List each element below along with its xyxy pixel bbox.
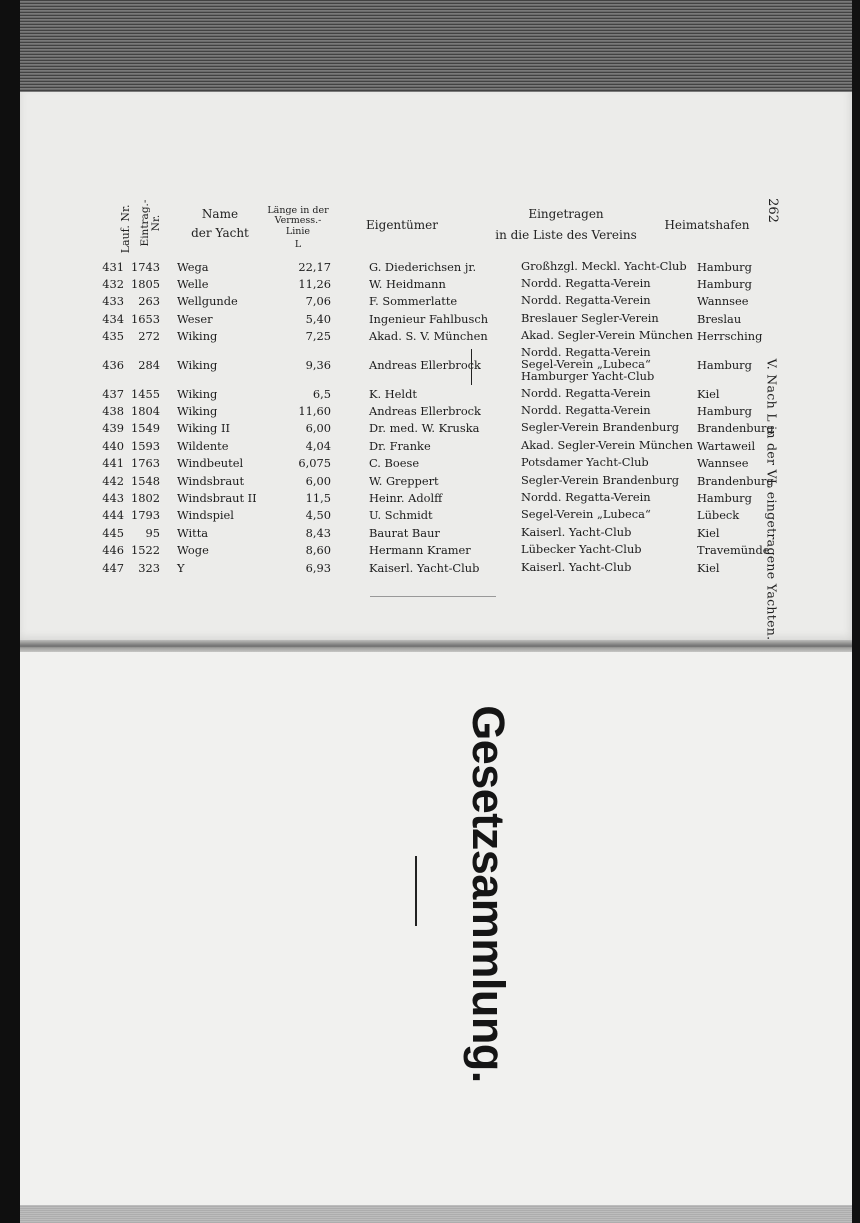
- cell-lauf-nr: 441: [102, 456, 124, 471]
- cell-yacht-name: Windsbraut II: [177, 490, 257, 505]
- cell-eigentuemer: Akad. S. V. München: [369, 329, 488, 344]
- cell-verein: [515, 541, 697, 558]
- cell-lauf-nr: 431: [102, 259, 124, 274]
- book-page-edges-bottom: [0, 1205, 860, 1223]
- table-row: [96, 402, 774, 419]
- verein-line: Nordd. Regatta-Verein: [521, 403, 651, 418]
- cell-eigentuemer: Dr. Franke: [369, 438, 431, 453]
- club-brace: [471, 349, 477, 385]
- cell-yacht-name: Weser: [177, 311, 213, 326]
- cell-laenge: 11,26: [298, 277, 331, 292]
- cell-yacht-name: Wellgunde: [177, 294, 238, 309]
- lower-page: [18, 652, 852, 1207]
- verein-line: Nordd. Regatta-Verein: [521, 345, 651, 359]
- verein-line: Segel-Verein „Lubeca“: [521, 356, 651, 371]
- cell-eigentuemer: K. Heldt: [369, 386, 417, 401]
- cell-lauf-nr: 439: [102, 421, 124, 436]
- cell-verein: [515, 402, 697, 419]
- cell-heimatshafen: Hamburg: [697, 357, 752, 372]
- verein-line: Segel-Verein „Lubeca“: [521, 507, 651, 522]
- verein-line: Lübecker Yacht-Club: [521, 542, 642, 557]
- cell-eigentuemer: G. Diederichsen jr.: [369, 259, 477, 274]
- title-rule: [415, 856, 417, 926]
- cell-verein: [515, 472, 697, 489]
- cell-laenge: 4,04: [305, 438, 331, 453]
- cell-heimatshafen: Kiel: [697, 525, 720, 540]
- cell-yacht-name: Wiking: [177, 329, 218, 344]
- cell-yacht-name: Windsbraut: [177, 473, 245, 488]
- cell-verein: [515, 524, 697, 541]
- cell-eintrag-nr: 1548: [131, 473, 160, 488]
- cell-laenge: 8,60: [305, 543, 331, 558]
- cell-lauf-nr: 446: [102, 543, 124, 558]
- cell-heimatshafen: Hamburg: [697, 277, 752, 292]
- cell-eigentuemer: C. Boese: [369, 456, 420, 471]
- verein-line: Potsdamer Yacht-Club: [521, 455, 649, 470]
- table-row: [96, 524, 774, 541]
- header-laenge-1: Länge in der: [267, 205, 329, 216]
- verein-line: Akad. Segler-Verein München: [521, 328, 693, 343]
- cell-verein: [515, 455, 697, 472]
- cell-heimatshafen: Breslau: [697, 311, 742, 326]
- header-name-1: Name: [201, 207, 239, 221]
- cell-heimatshafen: Wartaweil: [697, 438, 756, 453]
- verein-line: Nordd. Regatta-Verein: [521, 293, 651, 308]
- cell-verein: [515, 328, 697, 345]
- cell-laenge: 7,06: [305, 294, 331, 309]
- table-row: [96, 385, 774, 402]
- cell-eintrag-nr: 1455: [131, 386, 160, 401]
- cell-eintrag-nr: 323: [138, 560, 160, 575]
- cell-eigentuemer: U. Schmidt: [369, 508, 433, 523]
- cell-verein: [515, 420, 697, 437]
- cell-yacht-name: Wiking: [177, 386, 218, 401]
- cell-eintrag-nr: 1549: [131, 421, 160, 436]
- cell-eigentuemer: W. Greppert: [369, 473, 439, 488]
- cell-heimatshafen: Brandenburg: [697, 473, 774, 488]
- header-eingetragen-2: in die Liste des Vereins: [495, 228, 637, 242]
- cell-verein: [515, 437, 697, 454]
- cell-lauf-nr: 438: [102, 404, 124, 419]
- cell-laenge: 5,40: [305, 311, 331, 326]
- cell-eintrag-nr: 1593: [131, 438, 160, 453]
- cell-verein: [515, 559, 697, 576]
- header-eingetragen-1: Eingetragen: [528, 207, 604, 221]
- cell-lauf-nr: 435: [102, 329, 124, 344]
- verein-line: Kaiserl. Yacht-Club: [521, 524, 632, 539]
- cell-yacht-name: Wiking: [177, 357, 218, 372]
- table-row: [96, 455, 774, 472]
- cell-heimatshafen: Kiel: [697, 560, 720, 575]
- cell-yacht-name: Wiking: [177, 404, 218, 419]
- table-row: [96, 489, 774, 506]
- end-rule: [370, 596, 496, 597]
- cell-verein: [515, 293, 697, 310]
- cell-eintrag-nr: 1802: [131, 490, 160, 505]
- header-eintrag-nr: Eintrag.- Nr.: [138, 199, 162, 247]
- cell-yacht-name: Windspiel: [177, 508, 234, 523]
- running-head: V. Nach L in der VL eingetragene Yachten.: [764, 358, 780, 641]
- table-row: [96, 310, 774, 327]
- header-laenge-3: Linie: [285, 226, 311, 237]
- cell-eintrag-nr: 95: [145, 525, 160, 540]
- cell-laenge: 11,60: [298, 404, 331, 419]
- table-row: [96, 437, 774, 454]
- cell-verein: [515, 385, 697, 402]
- verein-line: Breslauer Segler-Verein: [521, 310, 659, 325]
- cell-yacht-name: Wega: [177, 259, 209, 274]
- cell-laenge: 8,43: [305, 525, 331, 540]
- cell-eintrag-nr: 1743: [131, 259, 160, 274]
- cell-heimatshafen: Hamburg: [697, 404, 752, 419]
- table-row: [96, 559, 774, 576]
- cell-eigentuemer: F. Sommerlatte: [369, 294, 458, 309]
- cell-verein: [515, 507, 697, 524]
- header-laenge-4: L: [294, 239, 302, 250]
- cell-yacht-name: Woge: [177, 543, 209, 558]
- verein-line: Großhzgl. Meckl. Yacht-Club: [521, 258, 687, 273]
- table-row: [96, 293, 774, 310]
- cell-heimatshafen: Wannsee: [697, 456, 749, 471]
- cell-yacht-name: Y: [177, 560, 185, 575]
- cell-heimatshafen: Herrsching: [697, 329, 763, 344]
- table-row: [96, 258, 774, 275]
- cell-lauf-nr: 432: [102, 277, 124, 292]
- scan-border-right: [852, 0, 860, 1223]
- cell-yacht-name: Wildente: [177, 438, 229, 453]
- verein-line: Nordd. Regatta-Verein: [521, 276, 651, 291]
- cell-laenge: 11,5: [305, 490, 331, 505]
- table-row: [96, 472, 774, 489]
- cell-eigentuemer: Baurat Baur: [369, 525, 440, 540]
- table-row: [96, 420, 774, 437]
- cell-eintrag-nr: 284: [138, 357, 160, 372]
- cell-lauf-nr: 433: [102, 294, 124, 309]
- table-row: [96, 345, 774, 385]
- header-lauf-nr: Lauf. Nr.: [119, 204, 133, 254]
- section-title: Gesetzsammlung.: [463, 705, 514, 1083]
- cell-heimatshafen: Hamburg: [697, 490, 752, 505]
- cell-lauf-nr: 437: [102, 386, 124, 401]
- cell-eigentuemer: Andreas Ellerbrock: [369, 404, 481, 419]
- cell-laenge: 6,5: [312, 386, 331, 401]
- cell-verein: [515, 310, 697, 327]
- cell-eintrag-nr: 272: [138, 329, 160, 344]
- verein-line: Segler-Verein Brandenburg: [521, 420, 680, 435]
- page-number: 262: [764, 198, 780, 223]
- cell-yacht-name: Witta: [177, 525, 209, 540]
- cell-eigentuemer: Ingenieur Fahlbusch: [369, 311, 489, 326]
- cell-eigentuemer: Kaiserl. Yacht-Club: [369, 560, 480, 575]
- table-row: [96, 541, 774, 558]
- cell-eigentuemer: Heinr. Adolff: [369, 490, 443, 505]
- cell-yacht-name: Wiking II: [177, 421, 230, 436]
- verein-line: Kaiserl. Yacht-Club: [521, 559, 632, 574]
- cell-verein: [515, 345, 697, 385]
- cell-yacht-name: Windbeutel: [177, 456, 244, 471]
- cell-laenge: 7,25: [305, 329, 331, 344]
- cell-lauf-nr: 436: [102, 357, 124, 372]
- cell-lauf-nr: 440: [102, 438, 124, 453]
- yacht-table-body: [96, 258, 774, 576]
- table-row: [96, 275, 774, 292]
- cell-laenge: 22,17: [298, 259, 331, 274]
- cell-lauf-nr: 442: [102, 473, 124, 488]
- cell-lauf-nr: 445: [102, 525, 124, 540]
- cell-heimatshafen: Wannsee: [697, 294, 749, 309]
- cell-verein: [515, 489, 697, 506]
- table-row: [96, 328, 774, 345]
- header-heimatshafen: Heimatshafen: [664, 218, 750, 232]
- header-name-2: der Yacht: [191, 226, 249, 240]
- cell-laenge: 6,075: [298, 456, 331, 471]
- cell-eintrag-nr: 1793: [131, 508, 160, 523]
- cell-heimatshafen: Travemünde: [697, 543, 770, 558]
- verein-line: Nordd. Regatta-Verein: [521, 490, 651, 504]
- header-eigentuemer: Eigentümer: [366, 218, 438, 232]
- verein-line: Segler-Verein Brandenburg: [521, 472, 680, 487]
- cell-eigentuemer: Hermann Kramer: [369, 543, 471, 558]
- cell-eintrag-nr: 1804: [131, 404, 160, 419]
- cell-lauf-nr: 447: [102, 560, 124, 575]
- cell-laenge: 6,00: [305, 473, 331, 488]
- verein-line: Nordd. Regatta-Verein: [521, 385, 651, 400]
- book-page-edges-top: [0, 0, 860, 95]
- cell-laenge: 4,50: [305, 508, 331, 523]
- cell-eigentuemer: Andreas Ellerbrock: [369, 357, 481, 372]
- cell-eintrag-nr: 1763: [131, 456, 160, 471]
- cell-eigentuemer: W. Heidmann: [369, 277, 446, 292]
- cell-lauf-nr: 443: [102, 490, 124, 505]
- cell-eintrag-nr: 1522: [131, 543, 160, 558]
- cell-verein: [515, 275, 697, 292]
- cell-heimatshafen: Kiel: [697, 386, 720, 401]
- yacht-table: [96, 258, 774, 576]
- cell-laenge: 6,93: [305, 560, 331, 575]
- cell-heimatshafen: Lübeck: [697, 508, 740, 523]
- cell-yacht-name: Welle: [177, 277, 209, 292]
- verein-line: Hamburger Yacht-Club: [521, 368, 655, 383]
- verein-line: Akad. Segler-Verein München: [521, 437, 693, 452]
- cell-eigentuemer: Dr. med. W. Kruska: [369, 421, 480, 436]
- cell-verein: [515, 258, 697, 275]
- scan-border-left: [0, 0, 20, 1223]
- cell-eintrag-nr: 263: [138, 294, 160, 309]
- cell-heimatshafen: Brandenburg: [697, 421, 774, 436]
- cell-lauf-nr: 434: [102, 311, 124, 326]
- cell-lauf-nr: 444: [102, 508, 124, 523]
- cell-eintrag-nr: 1805: [131, 277, 160, 292]
- cell-eintrag-nr: 1653: [131, 311, 160, 326]
- header-laenge-2: Vermess.-: [274, 215, 322, 226]
- cell-laenge: 9,36: [305, 357, 331, 372]
- table-row: [96, 507, 774, 524]
- cell-laenge: 6,00: [305, 421, 331, 436]
- cell-heimatshafen: Hamburg: [697, 259, 752, 274]
